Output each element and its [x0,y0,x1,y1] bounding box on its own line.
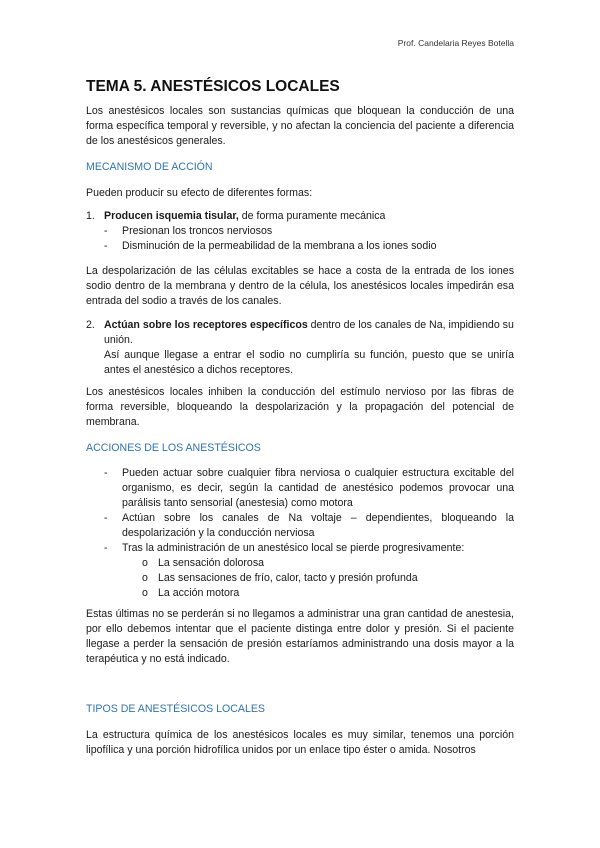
item-bold-text: Producen isquemia tisular, [104,210,239,222]
list-item [86,541,514,601]
list-item [122,556,514,571]
dash-glyph: - [104,225,108,237]
numbered-item-2 [86,318,514,378]
mecanismo-paragraph-2: Los anestésicos locales inhiben la conducción del estímulo nervioso por las fibras de forma reversible, bloqueando la despolarización y la propagación del potencial de membrana. [86,386,514,428]
item-number: 1. [86,210,95,222]
item-number: 2. [86,319,95,331]
list-item-text: Pueden actuar sobre cualquier fibra nerviosa o cualquier estructura excitable del organismo, es decir, según la cantidad de anestésico podemos provocar una parálisis tanto sensorial (anestesia) como motora [122,467,514,509]
list-item-text: Disminución de la permeabilidad de la membrana a los iones sodio [122,240,437,252]
heading-acciones: ACCIONES DE LOS ANESTÉSICOS [86,442,261,454]
intro-paragraph: Los anestésicos locales son sustancias químicas que bloquean la conducción de una forma específica temporal y reversible, y no afectan la conciencia del paciente a diferencia de los anestésicos generales. [86,105,514,147]
acciones-list [86,466,514,601]
list-item-text: Presionan los troncos nerviosos [122,225,273,237]
list-item-text: La acción motora [158,587,240,599]
circle-bullet-glyph: o [142,572,148,584]
dash-glyph: - [104,240,108,252]
list-item [86,511,514,541]
item-bold-text: Actúan sobre los receptores específicos [104,319,308,331]
dash-glyph: - [104,512,108,524]
list-item-text: Las sensaciones de frío, calor, tacto y presión profunda [158,572,418,584]
page-title: TEMA 5. ANESTÉSICOS LOCALES [86,78,340,95]
item-extra-text: Así aunque llegase a entrar el sodio no cumpliría su función, puesto que se uniría antes el anestésico a dichos receptores. [104,349,514,376]
list-item [86,224,514,239]
circle-bullet-glyph: o [142,557,148,569]
list-item [86,239,514,254]
heading-tipos: TIPOS DE ANESTÉSICOS LOCALES [86,703,265,715]
numbered-item-1 [86,209,514,254]
item-rest-text: de forma puramente mecánica [238,210,386,222]
dash-glyph: - [104,542,108,554]
list-item [86,466,514,511]
header-author: Prof. Candelaria Reyes Botella [397,38,514,48]
mecanismo-lead: Pueden producir su efecto de diferentes formas: [86,187,313,199]
heading-mecanismo: MECANISMO DE ACCIÓN [86,161,213,173]
acciones-sublist [122,556,514,601]
sub-list [86,224,514,254]
list-item [122,586,514,601]
dash-glyph: - [104,467,108,479]
list-item-text: Tras la administración de un anestésico local se pierde progresivamente: [122,542,465,554]
list-item-text: Actúan sobre los canales de Na voltaje – dependientes, bloqueando la despolarización y la conducción nerviosa [122,512,514,539]
mecanismo-paragraph-1: La despolarización de las células excitables se hace a costa de la entrada de los iones sodio dentro de la membrana y dentro de la célula, los anestésicos locales impedirán esa entrada del sodio a través de los canales. [86,265,514,307]
item-text [104,318,514,348]
item-text [104,209,514,224]
list-item-text: La sensación dolorosa [158,557,265,569]
list-item [122,571,514,586]
circle-bullet-glyph: o [142,587,148,599]
tipos-paragraph: La estructura química de los anestésicos locales es muy similar, tenemos una porción lipofílica y una porción hidrofílica unidos por un enlace tipo éster o amida. Nosotros [86,729,514,756]
item-rest-text: dentro de los canales de Na, impidiendo su unión. [104,319,514,346]
acciones-paragraph: Estas últimas no se perderán si no llegamos a administrar una gran cantidad de anestesia, por ello debemos intentar que el paciente distinga entre dolor y presión. Si el paciente llegase a perder la sensación de presión estaríamos administrando una dosis mayor a la terapéutica y no está indicado. [86,608,514,665]
